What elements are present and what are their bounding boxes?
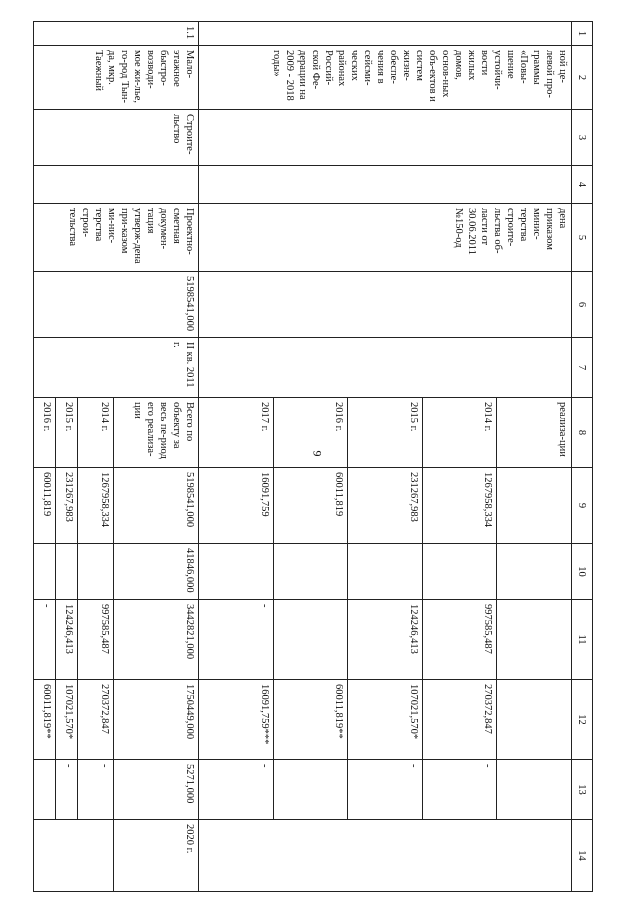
col-header: 2	[572, 46, 593, 110]
cell-number	[199, 22, 572, 46]
cell-document: дена приказом минис-терства строите-льства об-ласти от 30.06.2011 №150-од	[199, 204, 572, 272]
cell-col12: 107021,570*	[56, 680, 78, 760]
cell-col10: 41846,000	[113, 544, 199, 600]
cell-col10	[56, 544, 78, 600]
cell-total: 231267,983	[348, 468, 423, 544]
cell-col10	[423, 544, 498, 600]
cell-period: 2015 г.	[348, 398, 423, 468]
cell-col12: 16091,759***	[199, 680, 274, 760]
cell-col12: 270372,847	[78, 680, 114, 760]
col-header: 7	[572, 338, 593, 398]
cell-col11: -	[34, 600, 56, 680]
cell-period: 2016 г.	[274, 398, 349, 468]
cell-col13: -	[423, 760, 498, 820]
cell-completion	[34, 820, 114, 892]
col-header: 12	[572, 680, 593, 760]
cell-number: 1.1	[34, 22, 199, 46]
cell-col11: 3442821,000	[113, 600, 199, 680]
cell-col12: 270372,847	[423, 680, 498, 760]
cell-period: 2016 г.	[34, 398, 56, 468]
cell-completion: 2020 г.	[113, 820, 199, 892]
cell-col10	[497, 544, 572, 600]
cell-col12: 1750449,000	[113, 680, 199, 760]
col-header: 8	[572, 398, 593, 468]
program-funding-table	[33, 21, 593, 892]
cell-col11: 997585,487	[423, 600, 498, 680]
cell-col13: -	[56, 760, 78, 820]
cell-col11: 124246,413	[56, 600, 78, 680]
cell-start-date: II кв. 2011 г.	[34, 338, 199, 398]
cell-col11: 997585,487	[78, 600, 114, 680]
cell-period: 2014 г.	[78, 398, 114, 468]
cell-total: 16091,759	[199, 468, 274, 544]
cell-capacity	[199, 166, 572, 204]
cell-col13: -	[199, 760, 274, 820]
col-header: 9	[572, 468, 593, 544]
cell-col12: 60011,819**	[274, 680, 349, 760]
cell-object-name: ной це-левой про-граммы «Повы-шение устойчи-вости жилых домов, основ-ных объ-ектов и систем жизне-обеспе-чения в сейсми-ческих районах Россий-ской Фе-дерации на 2009 - 2018 годы»	[199, 46, 572, 110]
cell-col10	[199, 544, 274, 600]
cell-col11	[274, 600, 349, 680]
cell-total: 1267958,334	[78, 468, 114, 544]
col-header: 5	[572, 204, 593, 272]
cell-document: Проектно-сметная докумен-тация утверж-дена при-казом ми-нис-терства строи-тельства	[34, 204, 199, 272]
cell-col13: -	[78, 760, 114, 820]
cell-col13	[497, 760, 572, 820]
col-header: 1	[572, 22, 593, 46]
cell-col13: 5271,000	[113, 760, 199, 820]
cell-total	[497, 468, 572, 544]
cell-col12: 107021,570*	[348, 680, 423, 760]
cell-col11	[497, 600, 572, 680]
cell-col13	[274, 760, 349, 820]
cell-estimated-cost	[199, 272, 572, 338]
cell-work-type	[199, 110, 572, 166]
cell-period: реализа-ции	[497, 398, 572, 468]
cell-work-type: Строите-льство	[34, 110, 199, 166]
cell-total: 60011,819	[34, 468, 56, 544]
cell-completion	[199, 820, 572, 892]
col-header: 11	[572, 600, 593, 680]
cell-capacity	[34, 166, 199, 204]
cell-object-name: Мало-этажное быстро-возводи-мое жи-лье, го-род Тын-да, мкр. Таежный	[34, 46, 199, 110]
cell-col12	[497, 680, 572, 760]
col-header: 14	[572, 820, 593, 892]
cell-col13: -	[348, 760, 423, 820]
cell-estimated-cost: 5198541,000	[34, 272, 199, 338]
rotated-table-wrapper	[33, 21, 593, 891]
cell-total: 1267958,334	[423, 468, 498, 544]
col-header: 10	[572, 544, 593, 600]
cell-col12: 60011,819**	[34, 680, 56, 760]
cell-col10	[34, 544, 56, 600]
cell-col10	[348, 544, 423, 600]
cell-start-date	[199, 338, 572, 398]
cell-col13	[34, 760, 56, 820]
cell-period: 2014 г.	[423, 398, 498, 468]
cell-col10	[78, 544, 114, 600]
cell-col10	[274, 544, 349, 600]
header-row	[572, 22, 593, 892]
cell-total: 5198541,000	[113, 468, 199, 544]
cell-period: 2017 г.	[199, 398, 274, 468]
table-row	[113, 22, 199, 892]
col-header: 4	[572, 166, 593, 204]
col-header: 3	[572, 110, 593, 166]
cell-total: 231267,983	[56, 468, 78, 544]
col-header: 13	[572, 760, 593, 820]
cell-period: Всего по объекту за весь пе-риод его реализа-ции	[113, 398, 199, 468]
cell-period: 2015 г.	[56, 398, 78, 468]
cell-col11: -	[199, 600, 274, 680]
table-row	[497, 22, 572, 892]
cell-col11: 124246,413	[348, 600, 423, 680]
page-number: 9	[310, 450, 325, 457]
col-header: 6	[572, 272, 593, 338]
cell-total: 60011,819	[274, 468, 349, 544]
